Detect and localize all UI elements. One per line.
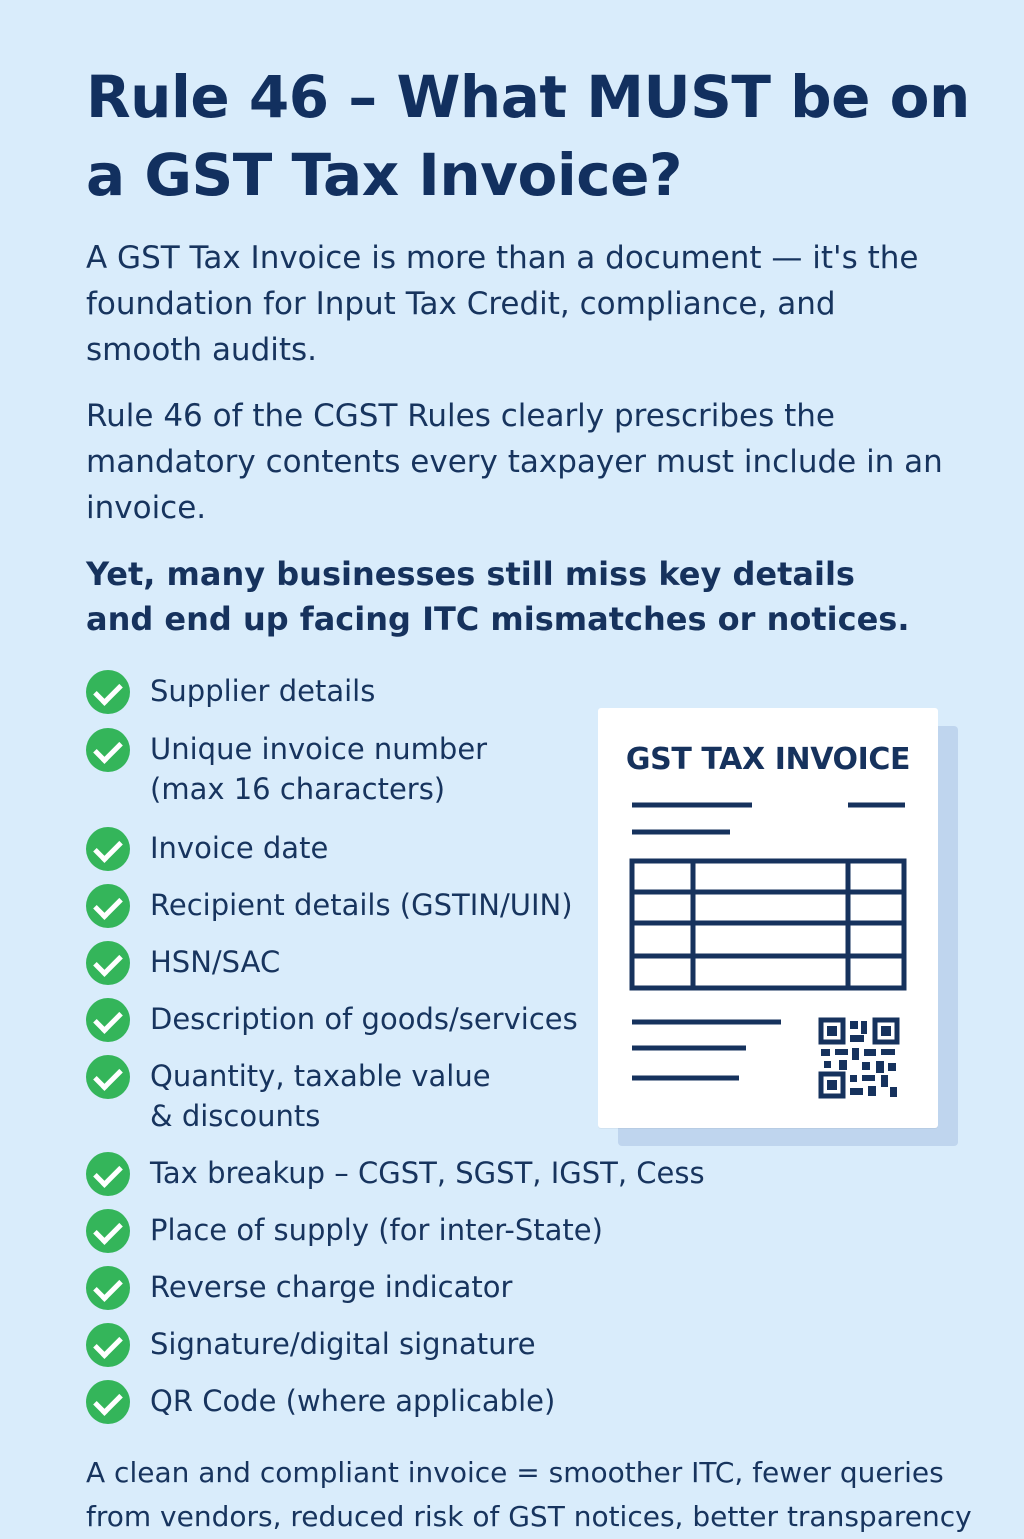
check-icon bbox=[86, 998, 130, 1042]
checklist-label: Recipient details (GSTIN/UIN) bbox=[150, 888, 573, 922]
check-icon bbox=[86, 1152, 130, 1196]
check-icon bbox=[86, 1266, 130, 1310]
checklist-label: Tax breakup – CGST, SGST, IGST, Cess bbox=[150, 1156, 705, 1190]
page-title: Rule 46 – What MUST be on a GST Tax Invoice? bbox=[86, 63, 970, 209]
check-icon bbox=[86, 728, 130, 772]
checklist-label: Supplier details bbox=[150, 674, 376, 708]
checklist-label: Unique invoice number (max 16 characters) bbox=[150, 732, 488, 806]
checklist-label: Place of supply (for inter-State) bbox=[150, 1213, 603, 1247]
invoice-title: GST TAX INVOICE bbox=[625, 742, 911, 777]
checklist-label: HSN/SAC bbox=[150, 945, 281, 979]
checklist-label: Quantity, taxable value & discounts bbox=[150, 1059, 491, 1133]
check-icon bbox=[86, 1323, 130, 1367]
check-icon bbox=[86, 1209, 130, 1253]
warning-paragraph: Yet, many businesses still miss key details and end up facing ITC mismatches or notices. bbox=[86, 555, 910, 638]
checklist-label: Invoice date bbox=[150, 831, 329, 865]
intro-paragraph: A GST Tax Invoice is more than a document — it's the foundation for Input Tax Credit, compliance, and smooth audits. bbox=[86, 240, 919, 368]
invoice-illustration bbox=[598, 708, 938, 1128]
rule-paragraph: Rule 46 of the CGST Rules clearly prescribes the mandatory contents every taxpayer must include in an invoice. bbox=[86, 398, 943, 526]
check-icon bbox=[86, 884, 130, 928]
checklist-label: Signature/digital signature bbox=[150, 1327, 536, 1361]
check-icon bbox=[86, 827, 130, 871]
check-icon bbox=[86, 1055, 130, 1099]
qr-code-icon bbox=[818, 1017, 898, 1097]
checklist-label: Description of goods/services bbox=[150, 1002, 578, 1036]
checklist-label: Reverse charge indicator bbox=[150, 1270, 513, 1304]
check-icon bbox=[86, 941, 130, 985]
document-icon bbox=[598, 708, 938, 1128]
footer-summary: A clean and compliant invoice = smoother ITC, fewer queries from vendors, reduced risk of GST notices, better transparency bbox=[86, 1456, 972, 1533]
check-icon bbox=[86, 670, 130, 714]
check-icon bbox=[86, 1380, 130, 1424]
checklist-label: QR Code (where applicable) bbox=[150, 1384, 556, 1418]
